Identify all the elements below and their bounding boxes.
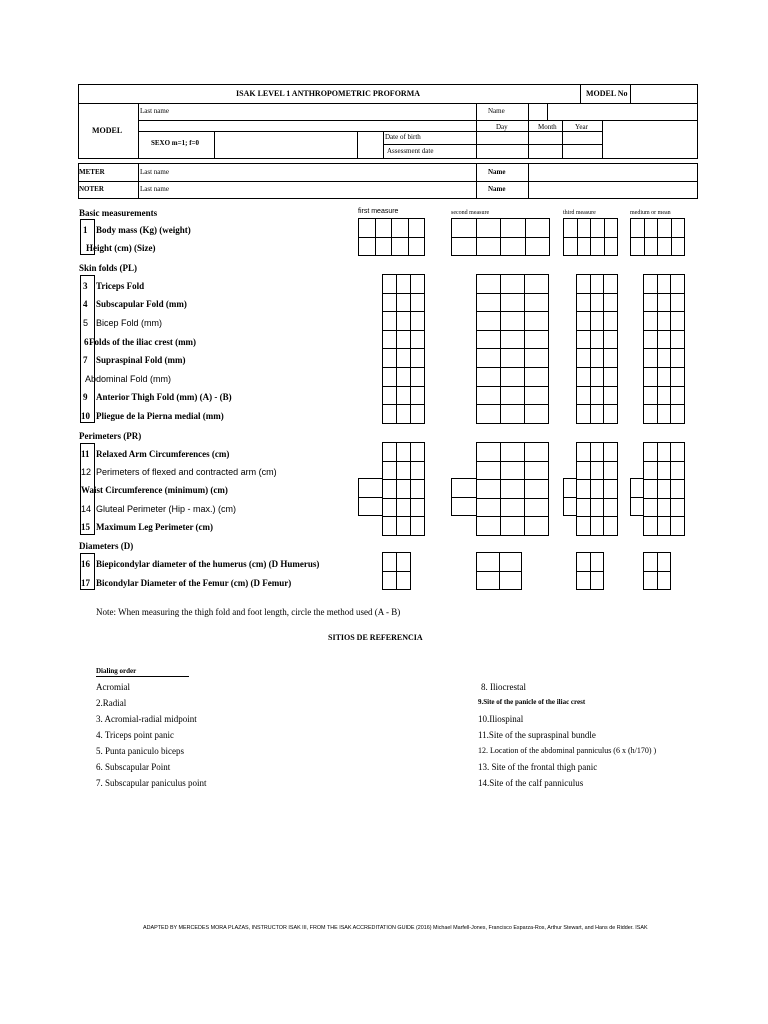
entry-cell-mean[interactable] <box>643 461 658 481</box>
entry-cell-second[interactable] <box>476 311 501 331</box>
entry-cell-mean[interactable] <box>670 293 685 313</box>
entry-cell-first[interactable] <box>358 478 383 498</box>
entry-cell-second[interactable] <box>476 442 501 462</box>
measure-label-bicep: Bicep Fold (mm) <box>96 318 163 328</box>
entry-cell-second[interactable] <box>476 218 502 238</box>
entry-cell-first[interactable] <box>391 237 409 257</box>
entry-cell-third[interactable] <box>576 461 591 481</box>
entry-cell-mean[interactable] <box>657 274 672 294</box>
measure-num: 16 <box>81 559 90 569</box>
footer-credit: ADAPTED BY MERCEDES MORA PLAZAS, INSTRUCTOR ISAK III, FROM THE ISAK ACCREDITATION GUIDE (2016) Michael Marfell-Jones, Francisco Esparza-Ros, Arthur Stewart, and Hans de Ridder. ISAK <box>143 925 648 931</box>
entry-cell-second[interactable] <box>499 552 522 572</box>
measure-label-anterior-thigh: Anterior Thigh Fold (mm) (A) - (B) <box>96 392 232 402</box>
entry-cell-mean[interactable] <box>670 367 685 387</box>
entry-cell-second[interactable] <box>476 367 501 387</box>
entry-cell-mean[interactable] <box>657 552 672 572</box>
entry-cell-first[interactable] <box>408 218 426 238</box>
measure-label-subscapular: Subscapular Fold (mm) <box>96 299 187 309</box>
ref-right-item: 11.Site of the supraspinal bundle <box>478 730 596 740</box>
entry-cell-first[interactable] <box>408 237 426 257</box>
day-label: Day <box>496 123 508 131</box>
entry-cell-first[interactable] <box>382 552 397 572</box>
entry-cell-third[interactable] <box>590 479 605 499</box>
entry-cell-third[interactable] <box>590 218 605 238</box>
entry-cell-third[interactable] <box>590 498 605 518</box>
entry-cell-second[interactable] <box>500 386 525 406</box>
entry-cell-second[interactable] <box>499 571 522 591</box>
entry-cell-second[interactable] <box>476 552 500 572</box>
entry-cell-third[interactable] <box>576 293 591 313</box>
entry-cell-mean[interactable] <box>670 311 685 331</box>
measure-num: 3 <box>83 281 88 291</box>
ref-right-item: 14.Site of the calf panniculus <box>478 778 584 788</box>
section-diameters: Diameters (D) <box>79 541 134 551</box>
entry-cell-third[interactable] <box>590 552 605 572</box>
entry-cell-third[interactable] <box>603 367 618 387</box>
entry-cell-mean[interactable] <box>643 442 658 462</box>
entry-cell-third[interactable] <box>603 330 618 350</box>
entry-cell-third[interactable] <box>590 311 605 331</box>
ref-right-item: 9.Site of the panicle of the iliac crest <box>478 698 586 706</box>
entry-cell-third[interactable] <box>590 293 605 313</box>
entry-cell-first[interactable] <box>382 311 397 331</box>
meter-last-name-label: Last name <box>140 168 169 176</box>
entry-cell-mean[interactable] <box>670 330 685 350</box>
entry-cell-second[interactable] <box>476 386 501 406</box>
entry-cell-second[interactable] <box>524 442 549 462</box>
ref-right-item: 8. Iliocrestal <box>481 682 526 692</box>
noter-last-name-label: Last name <box>140 185 169 193</box>
entry-cell-mean[interactable] <box>643 516 658 536</box>
entry-cell-mean[interactable] <box>643 386 658 406</box>
ref-right-item: 13. Site of the frontal thigh panic <box>478 762 598 772</box>
ref-left-item: Acromial <box>96 682 130 692</box>
entry-cell-second[interactable] <box>524 330 549 350</box>
entry-cell-first[interactable] <box>382 274 397 294</box>
entry-cell-mean[interactable] <box>670 404 685 424</box>
entry-cell-first[interactable] <box>396 348 411 368</box>
entry-cell-first[interactable] <box>396 330 411 350</box>
measure-label-relaxed-arm: Relaxed Arm Circumferences (cm) <box>96 449 230 459</box>
entry-cell-first[interactable] <box>396 461 411 481</box>
entry-cell-mean[interactable] <box>671 218 686 238</box>
entry-cell-second[interactable] <box>500 237 526 257</box>
noter-label: NOTER <box>79 185 104 193</box>
entry-cell-third[interactable] <box>576 330 591 350</box>
entry-cell-mean[interactable] <box>657 498 672 518</box>
entry-cell-second[interactable] <box>476 404 501 424</box>
entry-cell-second[interactable] <box>500 311 525 331</box>
entry-cell-mean[interactable] <box>670 274 685 294</box>
entry-cell-mean[interactable] <box>657 330 672 350</box>
entry-cell-third[interactable] <box>603 479 618 499</box>
entry-cell-second[interactable] <box>524 293 549 313</box>
entry-cell-first[interactable] <box>396 479 411 499</box>
measure-label-medial-leg: Pliegue de la Pierna medial (mm) <box>96 411 224 421</box>
ref-left-item: 6. Subscapular Point <box>96 762 171 772</box>
entry-cell-mean[interactable] <box>670 498 685 518</box>
measure-num: 14 <box>81 504 92 514</box>
entry-cell-third[interactable] <box>576 311 591 331</box>
entry-cell-third[interactable] <box>603 348 618 368</box>
entry-cell-first[interactable] <box>382 348 397 368</box>
ref-left-item: 2.Radial <box>96 698 127 708</box>
entry-cell-first[interactable] <box>410 367 425 387</box>
dialing-order: Dialing order <box>96 667 137 675</box>
entry-cell-mean[interactable] <box>671 237 686 257</box>
entry-cell-third[interactable] <box>603 442 618 462</box>
assessment-date-label: Assessment date <box>387 147 434 155</box>
sexo-label: SEXO m=1; f=0 <box>151 139 200 147</box>
entry-cell-first[interactable] <box>396 516 411 536</box>
entry-cell-second[interactable] <box>476 498 501 518</box>
measure-num: 15 <box>81 522 90 532</box>
entry-cell-third[interactable] <box>603 274 618 294</box>
entry-cell-mean[interactable] <box>630 497 644 517</box>
measure-label-triceps: Triceps Fold <box>96 281 145 291</box>
entry-cell-first[interactable] <box>358 218 376 238</box>
entry-cell-third[interactable] <box>590 386 605 406</box>
entry-cell-first[interactable] <box>358 237 376 257</box>
entry-cell-third[interactable] <box>590 237 605 257</box>
entry-cell-first[interactable] <box>410 293 425 313</box>
entry-cell-mean[interactable] <box>657 516 672 536</box>
ref-left-item: 5. Punta paniculo biceps <box>96 746 184 756</box>
entry-cell-first[interactable] <box>358 497 383 517</box>
entry-cell-second[interactable] <box>476 516 501 536</box>
meter-name-label: Name <box>488 168 506 176</box>
entry-cell-second[interactable] <box>476 237 502 257</box>
entry-cell-first[interactable] <box>396 571 411 591</box>
entry-cell-mean[interactable] <box>670 386 685 406</box>
entry-cell-first[interactable] <box>410 274 425 294</box>
entry-cell-second[interactable] <box>500 293 525 313</box>
entry-cell-second[interactable] <box>500 367 525 387</box>
entry-cell-first[interactable] <box>382 367 397 387</box>
entry-cell-third[interactable] <box>603 461 618 481</box>
entry-cell-mean[interactable] <box>643 274 658 294</box>
reference-title: SITIOS DE REFERENCIA <box>328 633 423 642</box>
entry-cell-third[interactable] <box>590 367 605 387</box>
entry-cell-mean[interactable] <box>657 479 672 499</box>
entry-cell-third[interactable] <box>576 367 591 387</box>
entry-cell-third[interactable] <box>563 497 577 517</box>
entry-cell-mean[interactable] <box>657 293 672 313</box>
measure-label-height: Height (cm) (Size) <box>86 243 156 253</box>
entry-cell-second[interactable] <box>476 274 501 294</box>
month-label: Month <box>538 123 557 131</box>
section-skin-folds: Skin folds (PL) <box>79 263 138 273</box>
entry-cell-first[interactable] <box>396 552 411 572</box>
last-name-label: Last name <box>140 107 169 115</box>
measure-label-abdominal: Abdominal Fold (mm) <box>85 374 172 384</box>
entry-cell-third[interactable] <box>576 516 591 536</box>
measure-label-iliac-crest: Folds of the iliac crest (mm) <box>89 337 197 347</box>
entry-cell-mean[interactable] <box>670 479 685 499</box>
entry-cell-mean[interactable] <box>657 386 672 406</box>
entry-cell-third[interactable] <box>576 348 591 368</box>
entry-cell-second[interactable] <box>500 218 526 238</box>
entry-cell-mean[interactable] <box>630 478 644 498</box>
entry-cell-third[interactable] <box>576 479 591 499</box>
measurement-note: Note: When measuring the thigh fold and foot length, circle the method used (A - B) <box>96 607 401 617</box>
entry-cell-second[interactable] <box>524 498 549 518</box>
entry-cell-mean[interactable] <box>644 237 659 257</box>
entry-cell-mean[interactable] <box>657 442 672 462</box>
section-basic: Basic measurements <box>79 208 158 218</box>
entry-cell-third[interactable] <box>603 311 618 331</box>
entry-cell-mean[interactable] <box>670 516 685 536</box>
entry-cell-first[interactable] <box>396 274 411 294</box>
entry-cell-second[interactable] <box>476 571 500 591</box>
measure-num: 6 <box>84 337 89 347</box>
ref-right-item: 12. Location of the abdominal panniculus (6 x (h/170) ) <box>478 746 657 755</box>
entry-cell-third[interactable] <box>590 516 605 536</box>
measure-num: 7 <box>83 355 88 365</box>
entry-cell-second[interactable] <box>525 218 551 238</box>
entry-cell-second[interactable] <box>500 516 525 536</box>
entry-cell-first[interactable] <box>382 571 397 591</box>
meter-label: METER <box>79 168 105 176</box>
entry-cell-third[interactable] <box>563 478 577 498</box>
entry-cell-second[interactable] <box>476 330 501 350</box>
measure-label-humerus: Biepicondylar diameter of the humerus (cm) (D Humerus) <box>96 559 320 569</box>
entry-cell-second[interactable] <box>524 386 549 406</box>
entry-cell-mean[interactable] <box>643 367 658 387</box>
entry-cell-first[interactable] <box>396 498 411 518</box>
entry-cell-third[interactable] <box>590 571 605 591</box>
entry-cell-second[interactable] <box>524 479 549 499</box>
measure-label-femur: Bicondylar Diameter of the Femur (cm) (D Femur) <box>96 578 292 588</box>
measure-label-gluteal: Gluteal Perimeter (Hip - max.) (cm) <box>96 504 237 514</box>
entry-cell-second[interactable] <box>500 461 525 481</box>
noter-name-label: Name <box>488 185 506 193</box>
entry-cell-mean[interactable] <box>643 330 658 350</box>
entry-cell-second[interactable] <box>524 404 549 424</box>
entry-cell-mean[interactable] <box>657 237 672 257</box>
entry-cell-third[interactable] <box>590 330 605 350</box>
entry-cell-second[interactable] <box>451 218 477 238</box>
entry-cell-third[interactable] <box>563 218 578 238</box>
entry-cell-second[interactable] <box>524 311 549 331</box>
entry-cell-second[interactable] <box>524 367 549 387</box>
entry-cell-second[interactable] <box>500 442 525 462</box>
entry-cell-first[interactable] <box>396 404 411 424</box>
entry-cell-first[interactable] <box>410 461 425 481</box>
measure-num: 1 <box>83 225 88 235</box>
entry-cell-second[interactable] <box>500 479 525 499</box>
entry-cell-mean[interactable] <box>643 552 658 572</box>
entry-cell-mean[interactable] <box>643 293 658 313</box>
col-second-measure: second measure <box>451 210 490 216</box>
entry-cell-second[interactable] <box>524 348 549 368</box>
section-perimeters: Perimeters (PR) <box>79 431 142 441</box>
entry-cell-mean[interactable] <box>630 237 645 257</box>
entry-cell-second[interactable] <box>500 330 525 350</box>
col-first-measure: first measure <box>358 208 399 215</box>
entry-cell-mean[interactable] <box>643 311 658 331</box>
entry-cell-first[interactable] <box>375 218 393 238</box>
entry-cell-first[interactable] <box>410 516 425 536</box>
entry-cell-mean[interactable] <box>643 404 658 424</box>
entry-cell-mean[interactable] <box>670 348 685 368</box>
entry-cell-mean[interactable] <box>630 218 645 238</box>
entry-cell-second[interactable] <box>500 404 525 424</box>
ref-left-item: 7. Subscapular paniculus point <box>96 778 207 788</box>
entry-cell-third[interactable] <box>603 498 618 518</box>
entry-cell-first[interactable] <box>396 293 411 313</box>
entry-cell-mean[interactable] <box>670 461 685 481</box>
entry-cell-mean[interactable] <box>657 348 672 368</box>
entry-cell-third[interactable] <box>590 461 605 481</box>
entry-cell-mean[interactable] <box>643 348 658 368</box>
entry-cell-third[interactable] <box>603 404 618 424</box>
entry-cell-third[interactable] <box>576 442 591 462</box>
entry-cell-third[interactable] <box>576 404 591 424</box>
entry-cell-second[interactable] <box>476 479 501 499</box>
entry-cell-first[interactable] <box>382 516 397 536</box>
col-third-measure: third measure <box>563 210 596 216</box>
entry-cell-first[interactable] <box>410 404 425 424</box>
entry-cell-mean[interactable] <box>670 442 685 462</box>
measure-num: 5 <box>83 318 89 328</box>
entry-cell-mean[interactable] <box>657 218 672 238</box>
entry-cell-third[interactable] <box>603 293 618 313</box>
entry-cell-first[interactable] <box>410 330 425 350</box>
entry-cell-third[interactable] <box>590 442 605 462</box>
entry-cell-third[interactable] <box>577 237 592 257</box>
entry-cell-second[interactable] <box>451 237 477 257</box>
entry-cell-first[interactable] <box>382 461 397 481</box>
entry-cell-third[interactable] <box>590 404 605 424</box>
entry-cell-third[interactable] <box>603 516 618 536</box>
model-no-label: MODEL No <box>586 89 628 98</box>
ref-right-item: 10.Iliospinal <box>478 714 524 724</box>
entry-cell-first[interactable] <box>382 498 397 518</box>
measure-num: 11 <box>81 449 90 459</box>
ref-left-item: 3. Acromial-radial midpoint <box>96 714 197 724</box>
entry-cell-mean[interactable] <box>657 461 672 481</box>
entry-cell-first[interactable] <box>382 386 397 406</box>
entry-cell-third[interactable] <box>576 552 591 572</box>
entry-cell-first[interactable] <box>410 348 425 368</box>
entry-cell-mean[interactable] <box>643 498 658 518</box>
measure-num: 4 <box>83 299 88 309</box>
measure-label-supraspinal: Supraspinal Fold (mm) <box>96 355 186 365</box>
entry-cell-mean[interactable] <box>657 571 672 591</box>
entry-cell-first[interactable] <box>396 311 411 331</box>
entry-cell-first[interactable] <box>410 479 425 499</box>
entry-cell-first[interactable] <box>375 237 393 257</box>
entry-cell-mean[interactable] <box>643 479 658 499</box>
entry-cell-mean[interactable] <box>644 218 659 238</box>
entry-cell-first[interactable] <box>396 367 411 387</box>
measure-label-max-leg: Maximum Leg Perimeter (cm) <box>96 522 214 532</box>
entry-cell-second[interactable] <box>476 461 501 481</box>
dob-label: Date of birth <box>385 133 421 141</box>
measure-num: 10 <box>81 411 90 421</box>
entry-cell-first[interactable] <box>382 442 397 462</box>
entry-cell-third[interactable] <box>604 218 619 238</box>
entry-cell-first[interactable] <box>396 442 411 462</box>
entry-cell-first[interactable] <box>382 404 397 424</box>
entry-cell-first[interactable] <box>410 386 425 406</box>
entry-cell-third[interactable] <box>576 386 591 406</box>
entry-cell-second[interactable] <box>476 348 501 368</box>
entry-cell-first[interactable] <box>410 311 425 331</box>
ref-left-item: 4. Triceps point panic <box>96 730 174 740</box>
entry-cell-first[interactable] <box>391 218 409 238</box>
entry-cell-third[interactable] <box>603 386 618 406</box>
entry-cell-second[interactable] <box>500 348 525 368</box>
entry-cell-second[interactable] <box>500 498 525 518</box>
entry-cell-third[interactable] <box>576 498 591 518</box>
entry-cell-third[interactable] <box>590 274 605 294</box>
entry-cell-first[interactable] <box>382 330 397 350</box>
measure-label-waist: Waist Circumference (minimum) (cm) <box>81 485 228 495</box>
entry-cell-third[interactable] <box>576 571 591 591</box>
entry-cell-mean[interactable] <box>657 311 672 331</box>
entry-cell-second[interactable] <box>524 461 549 481</box>
entry-cell-third[interactable] <box>576 274 591 294</box>
entry-cell-second[interactable] <box>451 478 477 498</box>
col-medium-mean: medium or mean <box>630 210 671 216</box>
measure-label-body-mass: Body mass (Kg) (weight) <box>96 225 191 235</box>
entry-cell-second[interactable] <box>451 497 477 517</box>
measure-num: 17 <box>81 578 90 588</box>
entry-cell-mean[interactable] <box>643 571 658 591</box>
entry-cell-third[interactable] <box>604 237 619 257</box>
model-label: MODEL <box>92 126 123 135</box>
entry-cell-mean[interactable] <box>657 367 672 387</box>
year-label: Year <box>575 123 588 131</box>
measure-num: 9 <box>83 392 88 402</box>
entry-cell-first[interactable] <box>410 498 425 518</box>
entry-cell-second[interactable] <box>524 516 549 536</box>
entry-cell-second[interactable] <box>524 274 549 294</box>
entry-cell-second[interactable] <box>476 293 501 313</box>
entry-cell-first[interactable] <box>410 442 425 462</box>
entry-cell-first[interactable] <box>396 386 411 406</box>
entry-cell-third[interactable] <box>577 218 592 238</box>
entry-cell-second[interactable] <box>500 274 525 294</box>
measure-label-flexed-arm: Perimeters of flexed and contracted arm (cm) <box>96 467 277 477</box>
entry-cell-first[interactable] <box>382 479 397 499</box>
entry-cell-mean[interactable] <box>657 404 672 424</box>
form-title: ISAK LEVEL 1 ANTHROPOMETRIC PROFORMA <box>236 89 421 98</box>
entry-cell-first[interactable] <box>382 293 397 313</box>
measure-num: 12 <box>81 467 92 477</box>
entry-cell-third[interactable] <box>563 237 578 257</box>
name-label: Name <box>488 107 505 115</box>
entry-cell-second[interactable] <box>525 237 551 257</box>
entry-cell-third[interactable] <box>590 348 605 368</box>
